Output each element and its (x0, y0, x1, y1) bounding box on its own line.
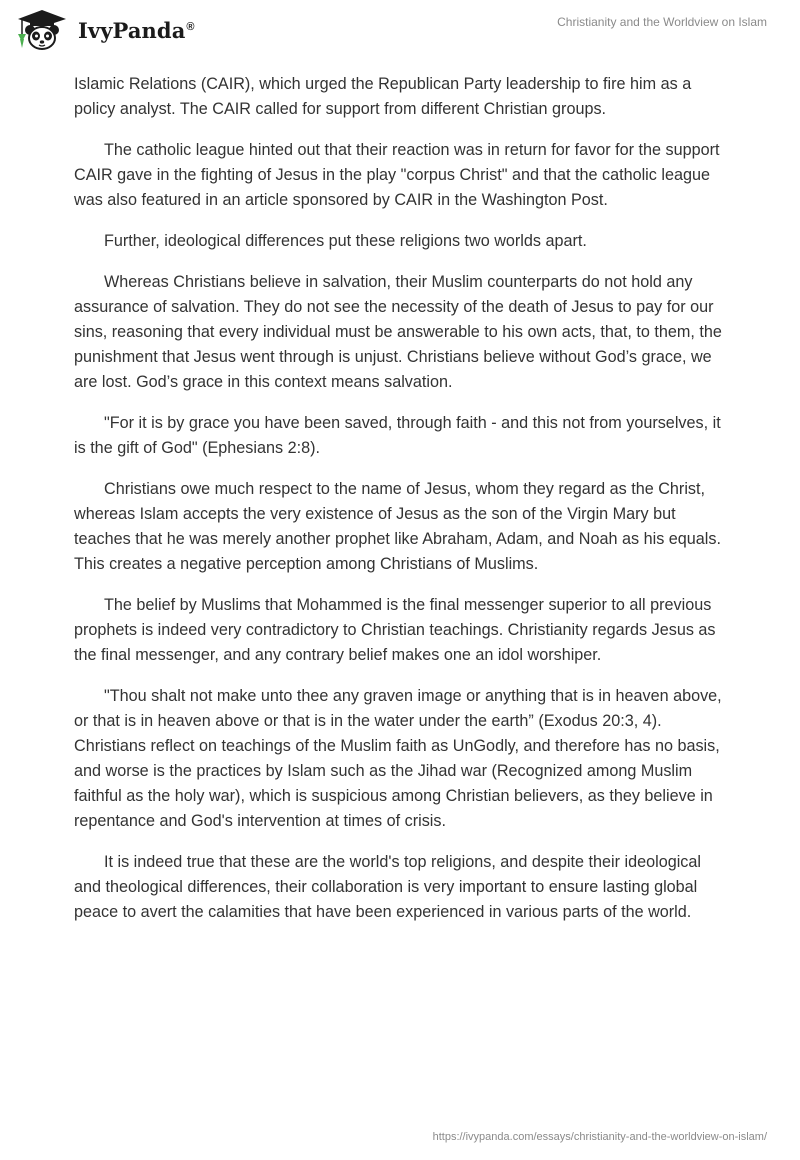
panda-graduate-icon (14, 8, 70, 52)
source-url[interactable]: https://ivypanda.com/essays/christianity-and-the-worldview-on-islam/ (432, 1131, 767, 1143)
paragraph: The catholic league hinted out that their reaction was in return for favor for the support CAIR gave in the fighting of Jesus in the play "corpus Christ" and that the catholic league was also featured in an article sponsored by CAIR in the Washington Post. (74, 141, 720, 209)
paragraph: The belief by Muslims that Mohammed is the final messenger superior to all previous prophets is indeed very contradictory to Christian teachings. Christianity regards Jesus as the final messenger, and any contrary belief makes one an idol worshiper. (74, 596, 716, 664)
quote-paragraph: "Thou shalt not make unto thee any graven image or anything that is in heaven above, or that is in heaven above or that is in the water under the earth” (Exodus 20:3, 4). Christians reflect on teachings of the Muslim faith as UnGodly, and therefore has no basis, and worse is the practices by Islam such as the Jihad war (Recognized among Muslim faithful as the holy war), which is suspicious among Christian believers, as they believe in repentance and God's intervention at times of crisis. (74, 687, 722, 830)
page-header (0, 0, 800, 70)
quote-paragraph: "For it is by grace you have been saved, through faith - and this not from yourselves, it is the gift of God" (Ephesians 2:8). (74, 414, 721, 457)
paragraph: Further, ideological differences put these religions two worlds apart. (104, 232, 587, 250)
paragraph: Christians owe much respect to the name of Jesus, whom they regard as the Christ, whereas Islam accepts the very existence of Jesus as the son of the Virgin Mary but teaches that he was merely another prophet like Abraham, Adam, and Noah as his equals. This creates a negative perception among Christians of Muslims. (74, 480, 721, 573)
essay-body (74, 72, 724, 941)
paragraph: It is indeed true that these are the world's top religions, and despite their ideological and theological differences, their collaboration is very important to ensure lasting global peace to avert the calamities that have been experienced in various parts of the world. (74, 853, 701, 921)
ivypanda-logo[interactable] (14, 8, 195, 52)
registered-mark: ® (186, 20, 195, 33)
document-title: Christianity and the Worldview on Islam (557, 15, 767, 29)
paragraph: Islamic Relations (CAIR), which urged the Republican Party leadership to fire him as a policy analyst. The CAIR called for support from different Christian groups. (74, 75, 692, 118)
paragraph: Whereas Christians believe in salvation, their Muslim counterparts do not hold any assurance of salvation. They do not see the necessity of the death of Jesus to pay for our sins, reasoning that every individual must be answerable to his own acts, that, to them, the punishment that Jesus went through is unjust. Christians believe without God’s grace, we are lost. God’s grace in this context means salvation. (74, 273, 722, 391)
brand-name: IvyPanda® (78, 17, 195, 43)
